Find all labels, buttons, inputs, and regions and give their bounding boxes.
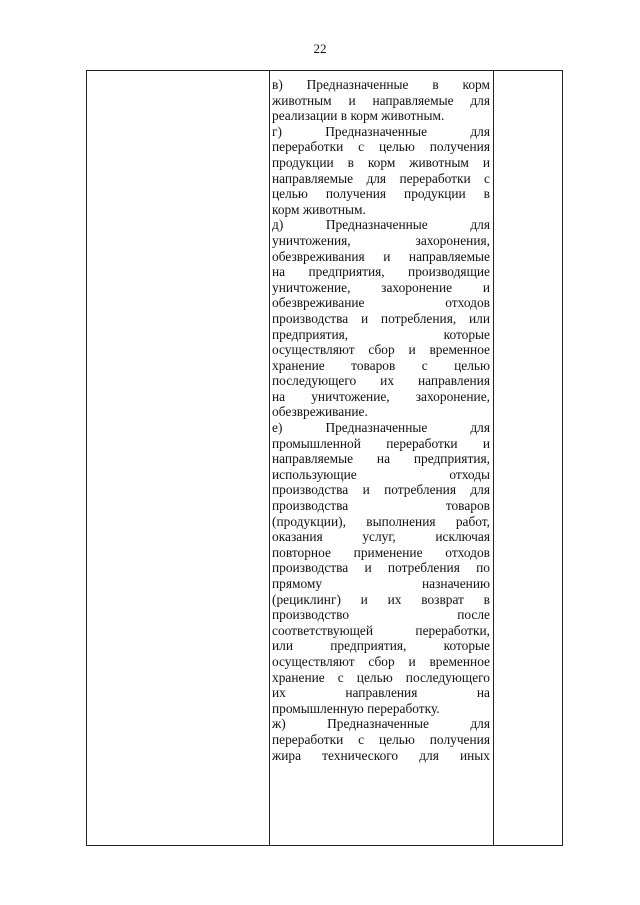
page-number: 22 — [313, 41, 327, 56]
text-line: их направления на — [272, 685, 490, 701]
text-line: животным и направляемые для — [272, 92, 490, 108]
column-divider-left — [269, 71, 270, 845]
text-line: (рециклинг) и их возврат в — [272, 591, 490, 607]
text-line: последующего их направления — [272, 373, 490, 389]
text-line: производства товаров — [272, 498, 490, 514]
text-line: переработки с целью получения — [272, 731, 490, 747]
text-line: е) Предназначенные для — [272, 420, 490, 436]
text-line: г) Предназначенные для — [272, 123, 490, 139]
text-line: повторное применение отходов — [272, 544, 490, 560]
text-line: использующие отходы — [272, 466, 490, 482]
text-line: оказания услуг, исключая — [272, 529, 490, 545]
text-line: производства и потребления, или — [272, 310, 490, 326]
text-line: реализации в корм животным. — [272, 108, 445, 124]
text-line: целью получения продукции в — [272, 186, 490, 202]
text-line: хранение с целью последующего — [272, 669, 490, 685]
text-line: производства и потребления для — [272, 482, 490, 498]
text-line: осуществляют сбор и временное — [272, 653, 490, 669]
text-line: жира технического для иных — [272, 747, 490, 763]
text-line: промышленной переработки и — [272, 435, 490, 451]
text-line: направляемые для переработки с — [272, 170, 490, 186]
text-line: корм животным. — [272, 201, 366, 217]
text-line: на уничтожение, захоронение, — [272, 388, 490, 404]
text-line: соответствующей переработки, — [272, 622, 490, 638]
text-line: или предприятия, которые — [272, 638, 490, 654]
text-line: продукции в корм животным и — [272, 154, 490, 170]
text-line: обезвреживание отходов — [272, 295, 490, 311]
text-line: (продукции), выполнения работ, — [272, 513, 490, 529]
text-line: направляемые на предприятия, — [272, 451, 490, 467]
text-line: ж) Предназначенные для — [272, 716, 490, 732]
text-line: предприятия, которые — [272, 326, 490, 342]
column-divider-right — [493, 71, 494, 845]
text-line: производство после — [272, 607, 490, 623]
table — [86, 70, 563, 846]
table-cell-text — [272, 77, 490, 763]
text-line: на предприятия, производящие — [272, 264, 490, 280]
text-line: д) Предназначенные для — [272, 217, 490, 233]
text-line: прямому назначению — [272, 576, 490, 591]
text-line: обезвреживания и направляемые — [272, 248, 490, 264]
text-line: уничтожение, захоронение и — [272, 279, 490, 295]
text-line: хранение товаров с целью — [272, 357, 490, 373]
text-line: осуществляют сбор и временное — [272, 342, 490, 358]
text-line: обезвреживание. — [272, 404, 368, 420]
text-line: в) Предназначенные в корм — [272, 77, 490, 92]
text-line: производства и потребления по — [272, 560, 490, 576]
text-line: переработки с целью получения — [272, 139, 490, 155]
text-line: промышленную переработку. — [272, 700, 440, 716]
text-line: уничтожения, захоронения, — [272, 232, 490, 248]
